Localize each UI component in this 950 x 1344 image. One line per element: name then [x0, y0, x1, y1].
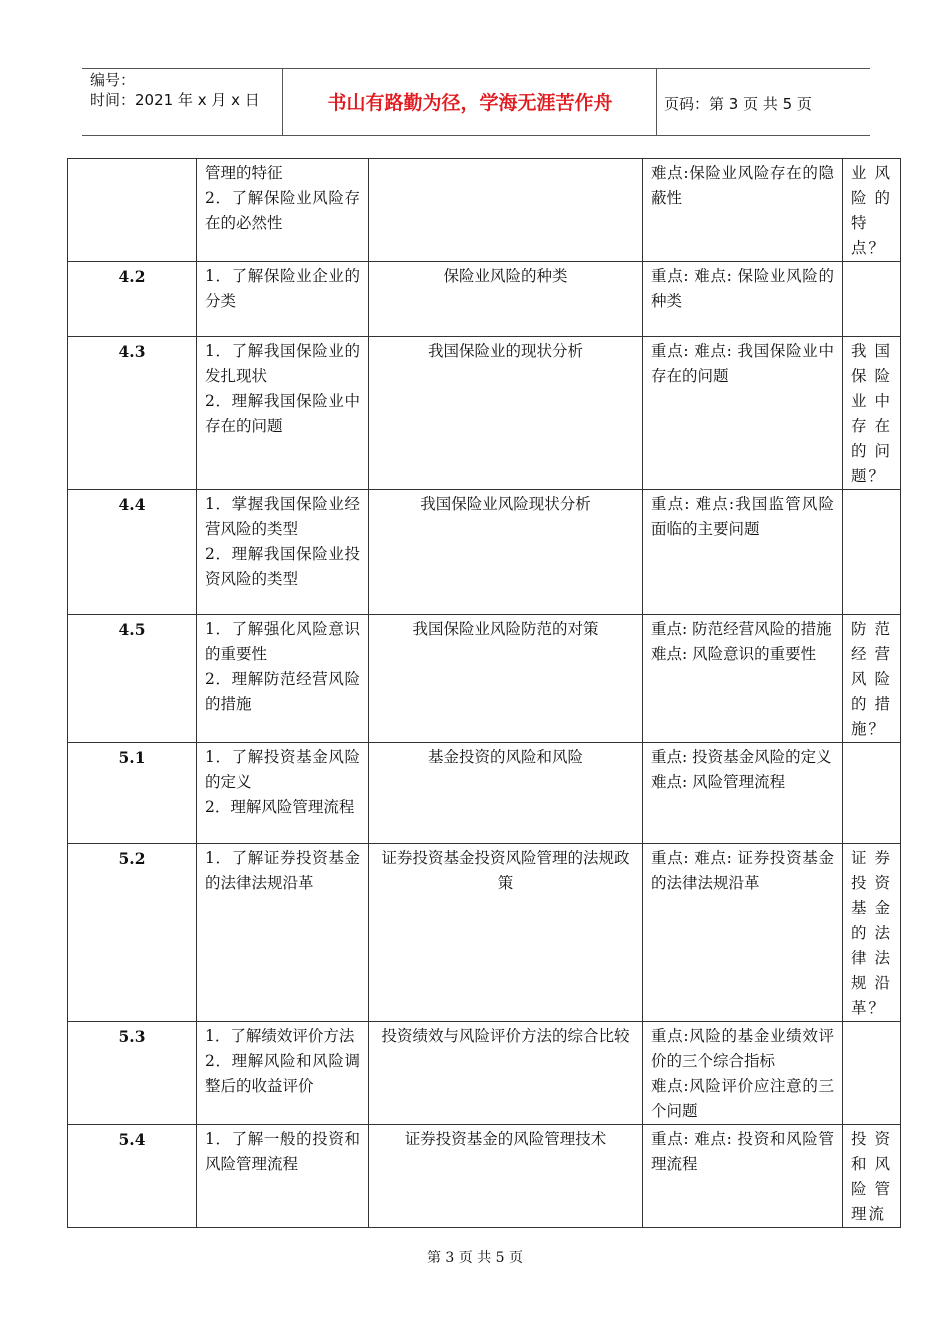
- section-number: [68, 159, 197, 262]
- teaching-content: 我国保险业风险防范的对策: [369, 615, 643, 743]
- learning-objectives: [197, 159, 369, 262]
- objective-line: 2．理解我国保险业中存在的问题: [205, 392, 360, 435]
- objective-line: 1．了解我国保险业的发扎现状: [205, 342, 360, 385]
- review-question: 我国保险业中存在的问题？: [843, 337, 901, 490]
- teaching-content: 证券投资基金投资风险管理的法规政策: [369, 844, 643, 1022]
- key-difficult-points: [643, 490, 843, 615]
- teaching-content: [369, 159, 643, 262]
- table-row: [68, 337, 901, 490]
- section-number: 5.2: [68, 844, 197, 1022]
- section-number: 5.3: [68, 1022, 197, 1125]
- objective-line: 管理的特征: [205, 164, 283, 182]
- objective-line: 1．了解投资基金风险的定义: [205, 748, 360, 791]
- key-difficult-points: [643, 743, 843, 844]
- page-label: 页码：第 3 页 共 5 页: [664, 95, 812, 113]
- section-number: 5.1: [68, 743, 197, 844]
- learning-objectives: [197, 262, 369, 337]
- table-row: [68, 743, 901, 844]
- review-question: [843, 262, 901, 337]
- learning-objectives: [197, 743, 369, 844]
- objective-line: 1．了解证券投资基金的法律法规沿革: [205, 849, 360, 892]
- key-point-line: 重点: 难点: 投资和风险管理流程: [651, 1130, 834, 1173]
- key-difficult-points: [643, 615, 843, 743]
- objective-line: 2．理解防范经营风险的措施: [205, 670, 360, 713]
- learning-objectives: [197, 844, 369, 1022]
- page-footer: 第 3 页 共 5 页: [426, 1250, 524, 1266]
- table-row: [68, 1022, 901, 1125]
- serial-label: 编号：: [90, 71, 136, 89]
- table-row: [68, 262, 901, 337]
- section-number: 4.5: [68, 615, 197, 743]
- key-difficult-points: [643, 262, 843, 337]
- syllabus-table: [67, 158, 901, 1228]
- teaching-content: 我国保险业的现状分析: [369, 337, 643, 490]
- key-difficult-points: [643, 844, 843, 1022]
- learning-objectives: [197, 1022, 369, 1125]
- review-question: [843, 1022, 901, 1125]
- teaching-content: 证券投资基金的风险管理技术: [369, 1125, 643, 1228]
- objective-line: 2．理解风险和风险调整后的收益评价: [205, 1052, 360, 1095]
- key-point-line: 难点:风险评价应注意的三个问题: [651, 1077, 834, 1120]
- key-point-line: 重点: 难点: 我国保险业中存在的问题: [651, 342, 834, 385]
- review-question: 投资和风险管理流: [843, 1125, 901, 1228]
- objective-line: 1．了解保险业企业的分类: [205, 267, 360, 310]
- key-point-line: 重点:风险的基金业绩效评价的三个综合指标: [651, 1027, 834, 1070]
- key-point-line: 重点: 难点: 证券投资基金的法律法规沿革: [651, 849, 834, 892]
- header-bottom-rule: [82, 135, 870, 136]
- learning-objectives: [197, 337, 369, 490]
- review-question: [843, 743, 901, 844]
- table-row: [68, 844, 901, 1022]
- table-row: [68, 1125, 901, 1228]
- objective-line: 2．理解风险管理流程: [205, 798, 355, 816]
- header-top-rule: [82, 68, 870, 69]
- learning-objectives: [197, 1125, 369, 1228]
- objective-line: 1．掌握我国保险业经营风险的类型: [205, 495, 360, 538]
- learning-objectives: [197, 490, 369, 615]
- teaching-content: 保险业风险的种类: [369, 262, 643, 337]
- key-difficult-points: [643, 1022, 843, 1125]
- header-divider-right: [656, 68, 657, 136]
- teaching-content: 我国保险业风险现状分析: [369, 490, 643, 615]
- key-difficult-points: [643, 337, 843, 490]
- objective-line: 1．了解一般的投资和风险管理流程: [205, 1130, 360, 1173]
- key-difficult-points: [643, 159, 843, 262]
- key-point-line: 难点: 风险意识的重要性: [651, 645, 817, 663]
- key-point-line: 重点: 难点:我国监管风险面临的主要问题: [651, 495, 834, 538]
- objective-line: 1．了解绩效评价方法: [205, 1027, 355, 1045]
- objective-line: 2．了解保险业风险存在的必然性: [205, 189, 360, 232]
- section-number: 4.2: [68, 262, 197, 337]
- table-row: [68, 490, 901, 615]
- review-question: 证券投资基金的法律法规沿革？: [843, 844, 901, 1022]
- section-number: 5.4: [68, 1125, 197, 1228]
- key-difficult-points: [643, 1125, 843, 1228]
- motto: 书山有路勤为径，学海无涯苦作舟: [327, 92, 613, 114]
- key-point-line: 难点: 风险管理流程: [651, 773, 786, 791]
- learning-objectives: [197, 615, 369, 743]
- table-row: [68, 615, 901, 743]
- objective-line: 1．了解强化风险意识的重要性: [205, 620, 360, 663]
- objective-line: 2．理解我国保险业投资风险的类型: [205, 545, 360, 588]
- key-point-line: 重点: 投资基金风险的定义: [651, 748, 832, 766]
- teaching-content: 投资绩效与风险评价方法的综合比较: [369, 1022, 643, 1125]
- review-question: 防范经营风险的措施？: [843, 615, 901, 743]
- header-meta: [90, 70, 260, 110]
- review-question: [843, 490, 901, 615]
- section-number: 4.4: [68, 490, 197, 615]
- key-point-line: 重点: 难点: 保险业风险的种类: [651, 267, 834, 310]
- table-row: [68, 159, 901, 262]
- key-point-line: 难点:保险业风险存在的隐蔽性: [651, 164, 834, 207]
- teaching-content: 基金投资的风险和风险: [369, 743, 643, 844]
- section-number: 4.3: [68, 337, 197, 490]
- date-label: 时间：2021 年 x 月 x 日: [90, 91, 260, 109]
- key-point-line: 重点: 防范经营风险的措施: [651, 620, 832, 638]
- header-divider-left: [282, 68, 283, 136]
- review-question: 业风险的特点？: [843, 159, 901, 262]
